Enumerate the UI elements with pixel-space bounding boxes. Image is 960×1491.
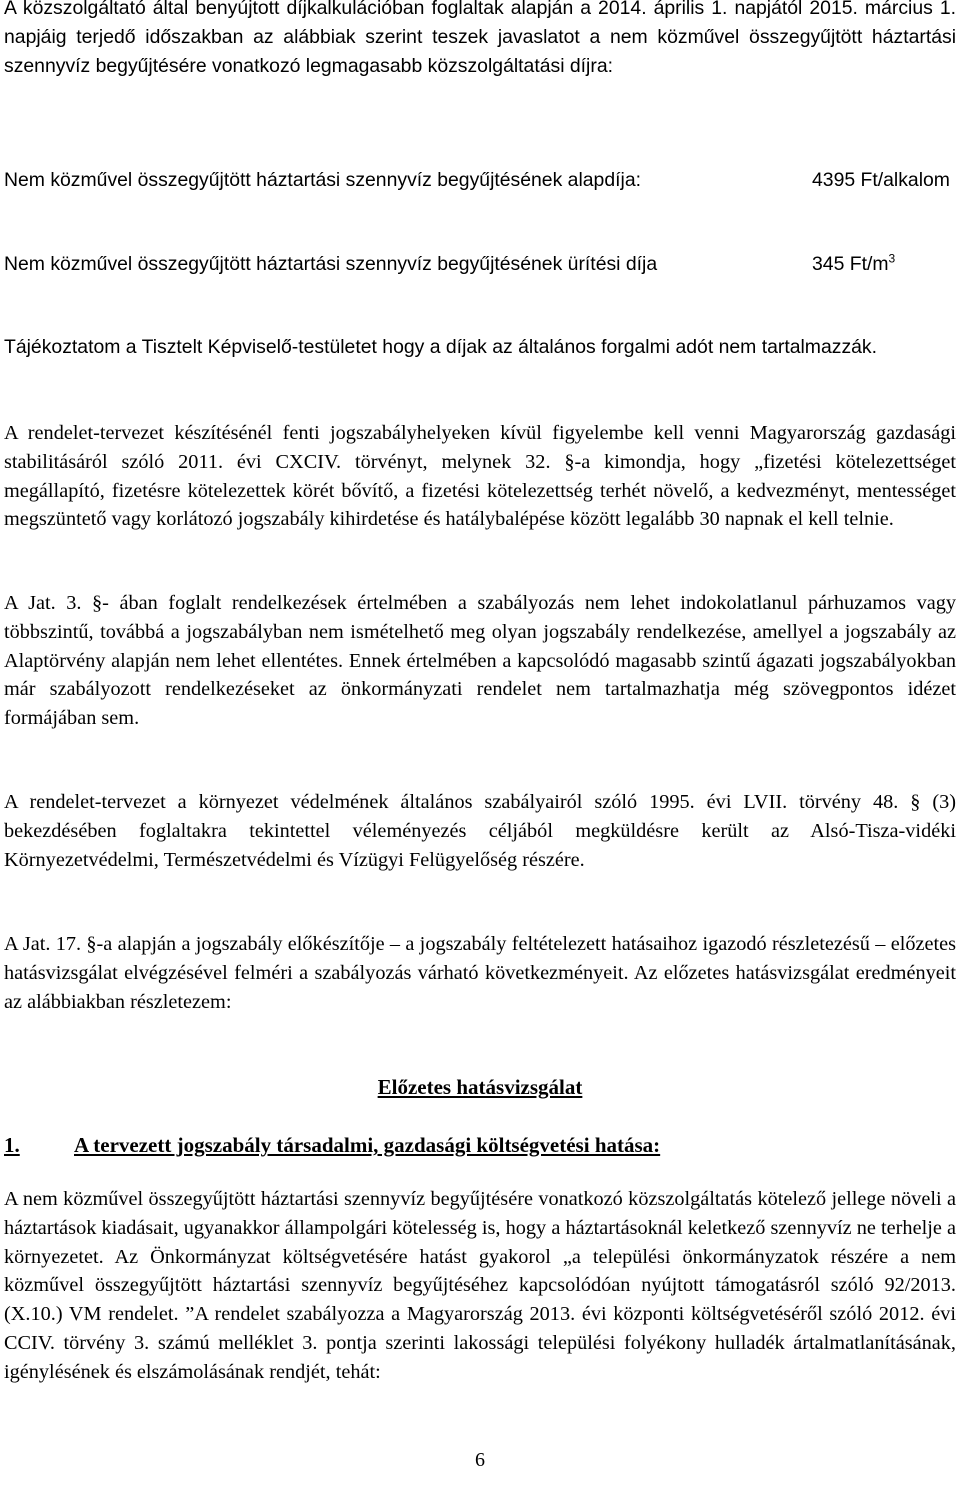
vat-note: Tájékoztatom a Tisztelt Képviselő-testületet hogy a díjak az általános forgalmi adót nem tartalmazzák. — [4, 336, 878, 358]
fee-label-emptying: Nem közművel összegyűjtött háztartási szennyvíz begyűjtésének ürítési díja — [4, 253, 658, 275]
page-number: 6 — [475, 1449, 485, 1471]
section-1-title — [4, 1131, 956, 1160]
para-section-1: A nem közművel összegyűjtött háztartási szennyvíz begyűjtésére vonatkozó közszolgáltatás kötelező jellege növeli a háztartások kiadásait, ugyanakkor állampolgári kötelesség is, hogy a háztartásoknál keletkező szennyvíz ne terhelje a környezetet. Az Önkormányzat költségvetésére hatást gyakorol „a települési önkormányzatok részére a nem közművel összegyűjtött háztartási szennyvíz begyűjtéséhez kapcsolódóan nyújtott támogatásról szóló 92/2013. (X.10.) VM rendelet. ”A rendelet szabályozza a Magyarország 2013. évi központi költségvetéséről szóló 2012. évi CCIV. törvény 3. számú melléklet 3. pontja szerinti lakossági települési folyékony hulladék ártalmatlanításának, igénylésének és elszámolásának rendjét, tehát: — [4, 1188, 956, 1383]
para-jat3: A Jat. 3. §- ában foglalt rendelkezések értelmében a szabályozás nem lehet indokolatlanul párhuzamos vagy többszintű, továbbá a jogszabályban nem ismételhető meg olyan jogszabály rendelkezése, amellyel a jogszabály az Alaptörvény alapján nem lehet ellentétes. Ennek értelmében a kapcsolódó magasabb szintű ágazati jogszabályokban már szabályozott rendelkezéseket az önkormányzati rendelet nem tartalmazhatja még szövegpontos idézet formájában sem. — [4, 592, 956, 730]
para-stability: A rendelet-tervezet készítésénél fenti jogszabályhelyeken kívül figyelembe kell venni Magyarország gazdasági stabilitásáról szóló 2011. évi CXCIV. törvényt, melynek 32. §-a kimondja, hogy „fizetési kötelezettséget megállapító, fizetésre kötelezettek körét bővítő, a fizetési kötelezettség terhét növelő, a kedvezményt, mentességet megszüntető vagy korlátozó jogszabály kihirdetése és hatálybalépése között legalább 30 napnak el kell telnie. — [4, 422, 956, 531]
fee-value-emptying-sup: 3 — [888, 251, 896, 266]
section-1-number: 1. — [4, 1133, 20, 1157]
intro-paragraph: A közszolgáltató által benyújtott díjkalkulációban foglaltak alapján a 2014. április 1. napjától 2015. március 1. napjáig terjedő időszakban az alábbiak szerint teszek javaslatot a nem közművel összegyűjtött háztartási szennyvíz begyűjtésére vonatkozó legmagasabb közszolgáltatási díjra: — [4, 0, 956, 77]
fee-label-base: Nem közművel összegyűjtött háztartási szennyvíz begyűjtésének alapdíja: — [4, 169, 641, 191]
fee-value-emptying-wrap — [812, 250, 956, 279]
fee-value-base: 4395 Ft/alkalom — [812, 169, 950, 191]
para-env: A rendelet-tervezet a környezet védelmének általános szabályairól szóló 1995. évi LVII. törvény 48. § (3) bekezdésében foglaltakra tekintettel véleményezés céljából megküldésre került az Alsó-Tisza-vidéki Környezetvédelmi, Természetvédelmi és Vízügyi Felügyelőség részére. — [4, 791, 956, 871]
section-1-title-text: A tervezett jogszabály társadalmi, gazdasági költségvetési hatása: — [74, 1133, 661, 1157]
fee-row-base — [4, 166, 956, 195]
fee-value-emptying: 345 Ft/m — [812, 253, 889, 275]
impact-assessment-heading: Előzetes hatásvizsgálat — [377, 1075, 583, 1099]
para-jat17: A Jat. 17. §-a alapján a jogszabály előkészítője – a jogszabály feltételezett hatásaihoz igazodó részletezésű – előzetes hatásvizsgálat elvégzésével felméri a szabályozás várható következményeit. Az előzetes hatásvizsgálat eredményeit az alábbiakban részletezem: — [4, 933, 956, 1013]
fee-row-emptying — [4, 250, 956, 279]
